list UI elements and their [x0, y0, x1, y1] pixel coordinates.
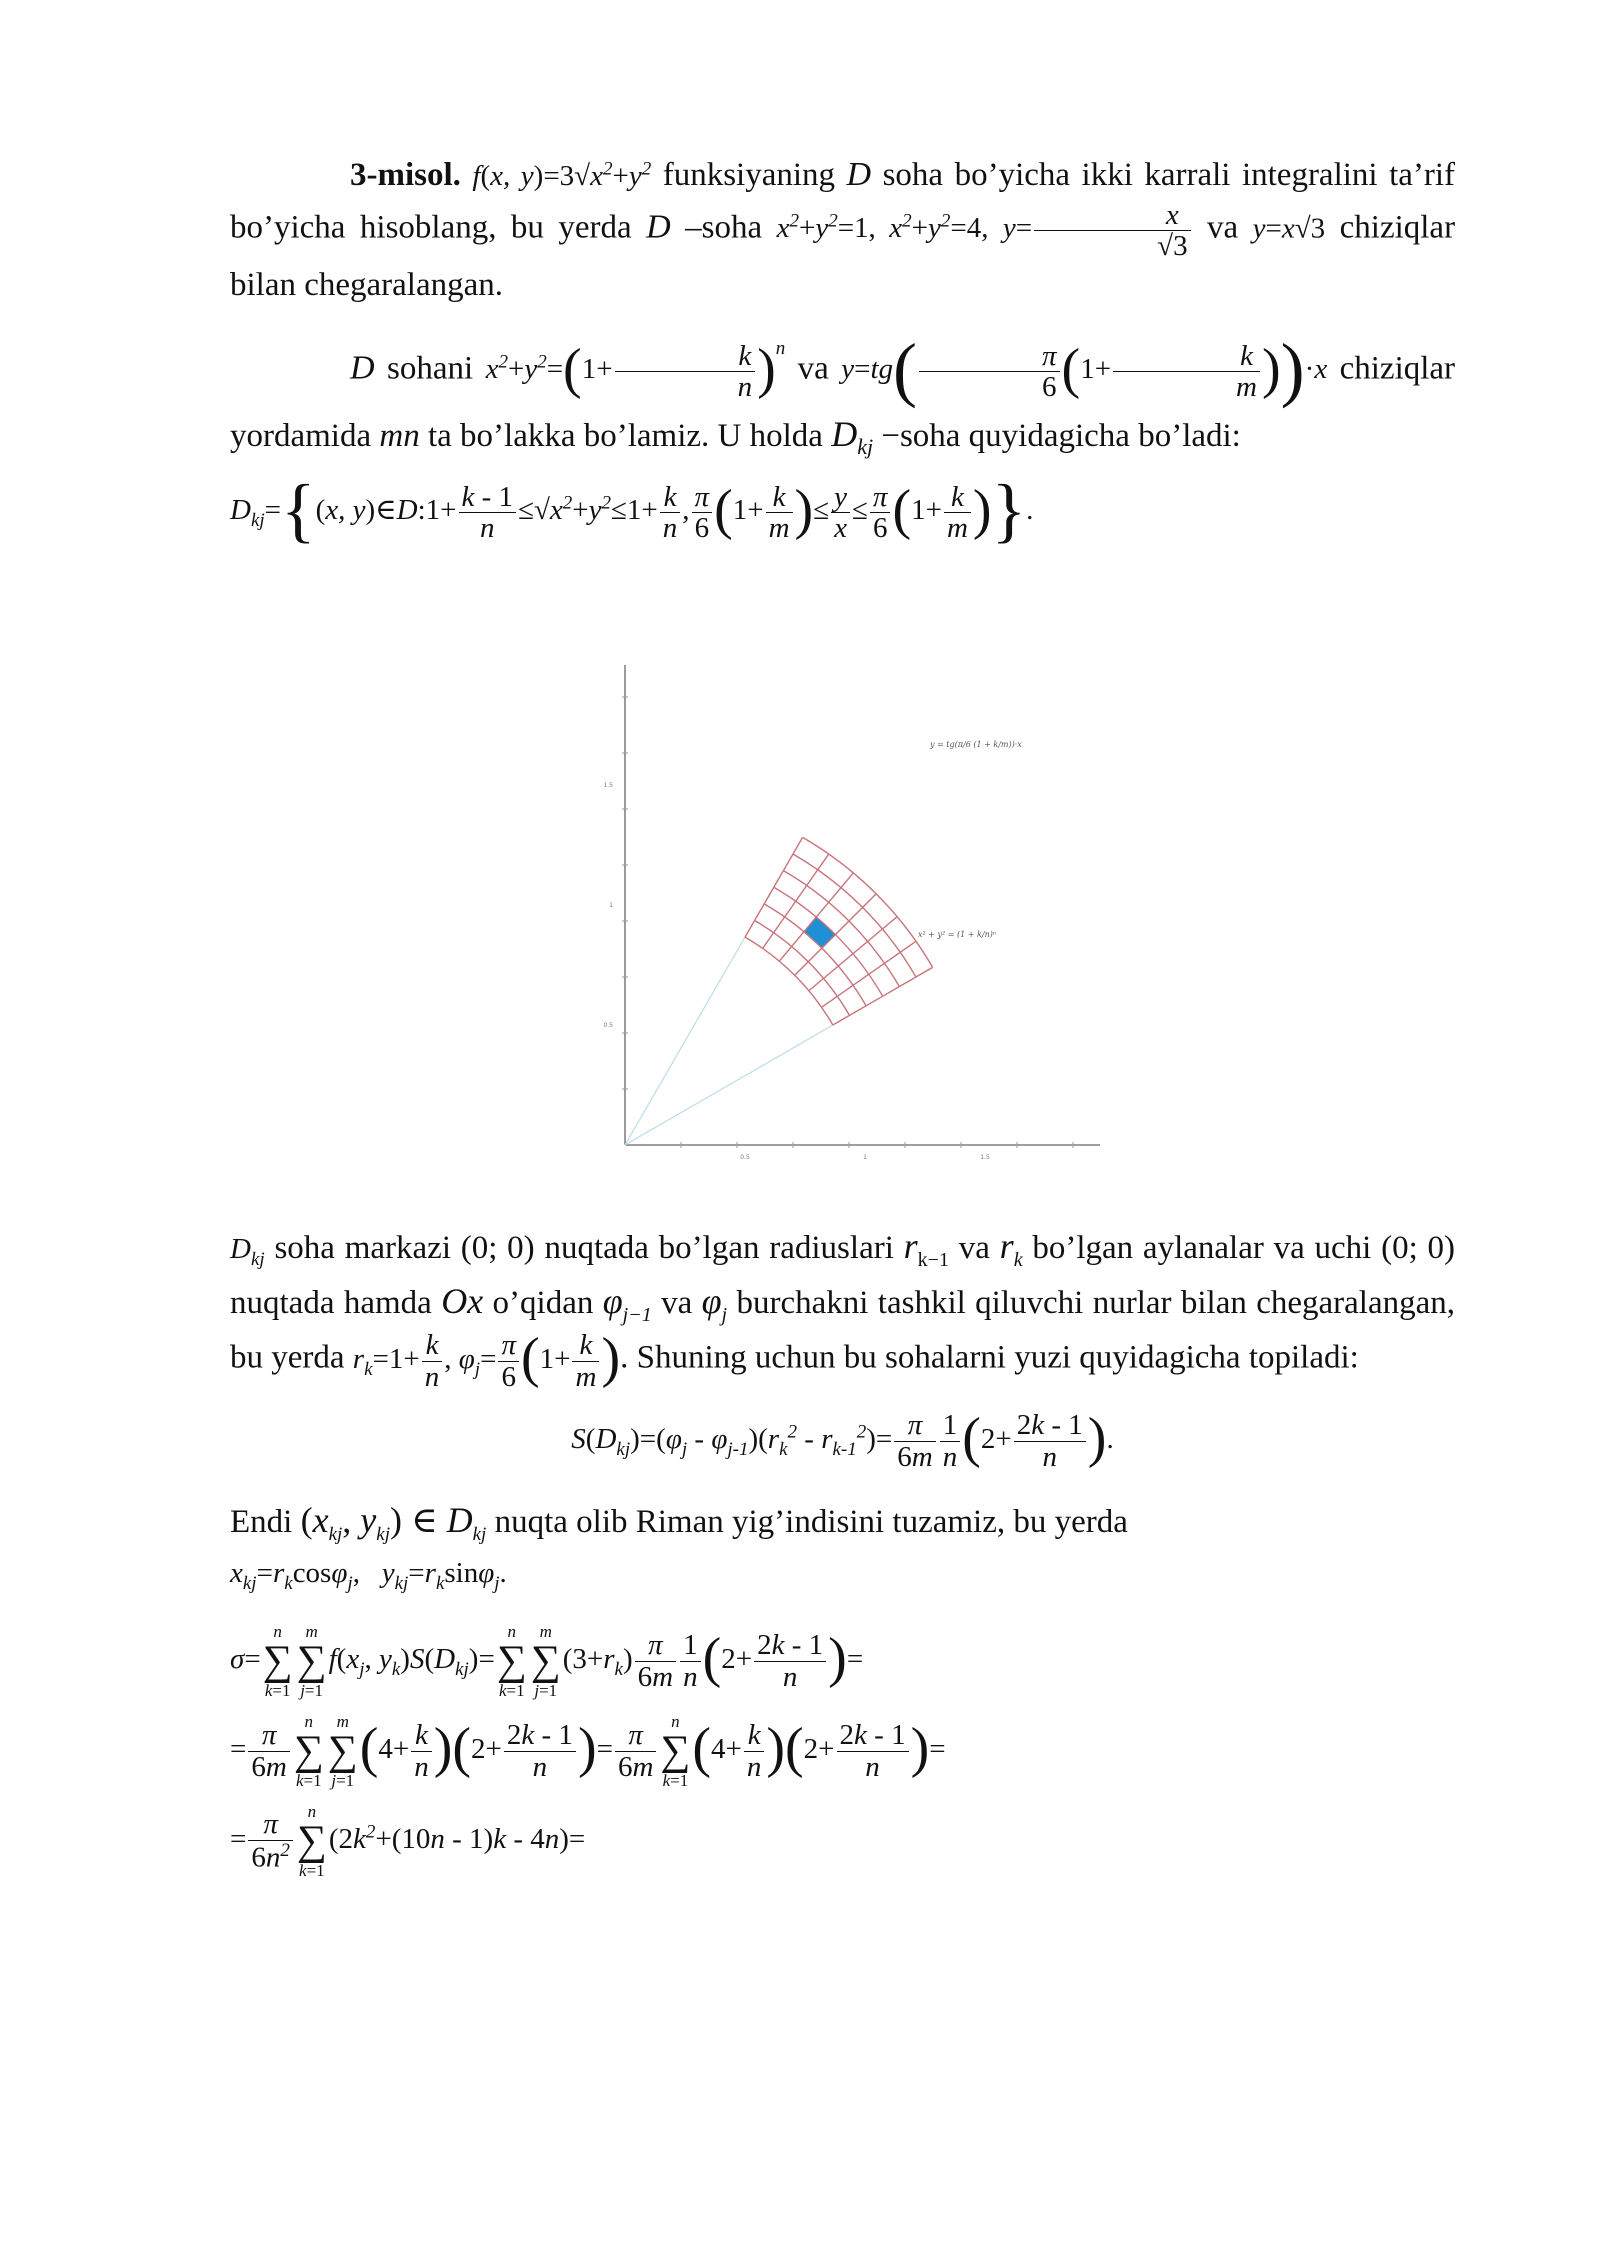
partition-ray	[745, 837, 803, 937]
circle-equations: $x^2+y^2=1$, $x^2+y^2=4$,	[776, 210, 989, 245]
region-description: $D_{kj}$ soha markazi (0; 0) nuqtada bo’lgan radiuslari $r_{k-1}$ va $r_k$ bo’lgan aylanalar va uchi (0; 0) nuqtada hamda Ox o’qidan $\varphi_{j-1}$ va $\varphi_j$ burchakni tashkil qiluvchi nurlar bilan chegaralangan, bu yerda $r_k=1+$ $\frac{k}{n}$ , $\varphi_j=$ $\frac{\pi}{6}$ (1+ $\frac{k}{m}$ ). Shuning uchun bu sohalarni yuzi quyidagicha topiladi:	[230, 1226, 1456, 1393]
problem-statement: 3-misol. f(x, $y)=3√x^2+y^2$ funksiyaning D soha bo’yicha ikki karrali integralini ta’rif bo’yicha hisoblang, bu yerda D –soha $x^2+y^2=1$, $x^2+y^2=4$, y= $\frac{x}{√3}$ va y=x√3 chiziqlar bilan chegaralangan.	[230, 156, 1456, 303]
problem-title: 3-misol.	[350, 157, 461, 193]
partition-ray	[779, 873, 853, 961]
document-page-lower	[230, 1220, 1455, 1893]
riemann-sum-line-3: = $\frac{\pi}{6n^2}$ n ∑ k=1 $(2k^2+(10n - 1)k - 4n)=$	[230, 1802, 586, 1881]
partition-ray	[822, 941, 916, 1007]
dkj-definition: $D_{kj}=\{(x$, y)∈D:1+ $\frac{k - 1}{n}$ $\le√x^2+y^2\le 1+$ $\frac{k}{n}$ , $\frac{\pi}{6}$ (1+ $\frac{k}{m}$ )≤ $\frac{y}{x}$ ≤ $\frac{\pi}{6}$ (1+ $\frac{k}{m}$ )}.	[230, 469, 1034, 550]
rk-phij-formula: $r_k=1+$ $\frac{k}{n}$ , $\varphi_j=$ $\frac{\pi}{6}$ (1+ $\frac{k}{m}$ )	[352, 1327, 621, 1393]
area-formula: $S(D_{kj})=(\varphi_j - \varphi_{j-1})(r_k^2 - r_{k-1}^2)=$ $\frac{\pi}{6m}$ $\frac{1}{n}$ (2+ $\frac{2k - 1}{n}$ ).	[571, 1407, 1114, 1473]
partition-paragraph: D sohani $x^2+y^2=(1+$ $\frac{k}{n}$ )$^n$ va y=tg( $\frac{\pi}{6}$ (1+ $\frac{k}{m}$ ))·x chiziqlar yordamida mn ta bo’lakka bo’lamiz. U holda $D_{kj}$ −soha quyidagicha bo’ladi:	[230, 328, 1456, 459]
y-tick-label: 0.5	[603, 1022, 613, 1029]
partition-rays: y=tg( $\frac{\pi}{6}$ (1+ $\frac{k}{m}$ ))·x	[841, 328, 1328, 409]
y-tick-label: 1.5	[603, 782, 613, 789]
line-equation-2: y=x√3	[1252, 212, 1326, 245]
riemann-sum-line-1: σ= n ∑ k=1 m ∑ j=1 $f(x_j$, $y_k)S(D_{kj})=$ n ∑ k=1 m ∑ j=1 $(3+r_k)$ $\frac{\pi}{6m}$ $\frac{1}{n}$ (2+ $\frac{2k - 1}{n}$ )=	[230, 1622, 864, 1701]
highlighted-cell-dkj	[804, 917, 835, 948]
y-tick-label: 1	[609, 902, 613, 909]
riemann-sum-line-2: = $\frac{\pi}{6m}$ n ∑ k=1 m ∑ j=1 (4+ $\frac{k}{n}$ )(2+ $\frac{2k - 1}{n}$ )= $\frac{\pi}{6m}$ n ∑ k=1 (4+ $\frac{k}{n}$ )(2+ $\frac{2k - 1}{n}$ )=	[230, 1712, 946, 1791]
x-tick-label: 1	[863, 1154, 867, 1161]
bounding-ray	[625, 1025, 833, 1145]
function-formula: f(x, $y)=3√x^2+y^2$	[472, 158, 652, 192]
line-equation-1: y= $\frac{x}{√3}$	[1003, 212, 1193, 244]
point-coordinates: $x_{kj}=r_k\cos\varphi_j$, $y_{kj}=r_k\sin\varphi_j$.	[230, 1556, 507, 1594]
circle-label: x² + y² = (1 + k/n)ⁿ	[918, 930, 997, 939]
x-tick-label: 1.5	[980, 1154, 990, 1161]
partition-plot	[600, 655, 1120, 1175]
document-page	[230, 150, 1455, 563]
partition-ray	[833, 967, 933, 1025]
riemann-intro: Endi ($x_{kj}$, $y_{kj}$) ∈ $D_{kj}$ nuqta olib Riman yig’indisini tuzamiz, bu yerda $x_{kj}=r_k\cos\varphi_j$, $y_{kj}=r_k\sin\varphi_j$.	[230, 1500, 1128, 1594]
line-label: y = tg(π/6 (1 + k/m))·x	[930, 740, 1022, 749]
x-tick-label: 0.5	[740, 1154, 750, 1161]
partition-figure	[600, 655, 1120, 1175]
bounding-ray	[625, 937, 745, 1145]
partition-circles: $x^2+y^2=(1+$ $\frac{k}{n}$ )$^n$	[485, 337, 786, 404]
